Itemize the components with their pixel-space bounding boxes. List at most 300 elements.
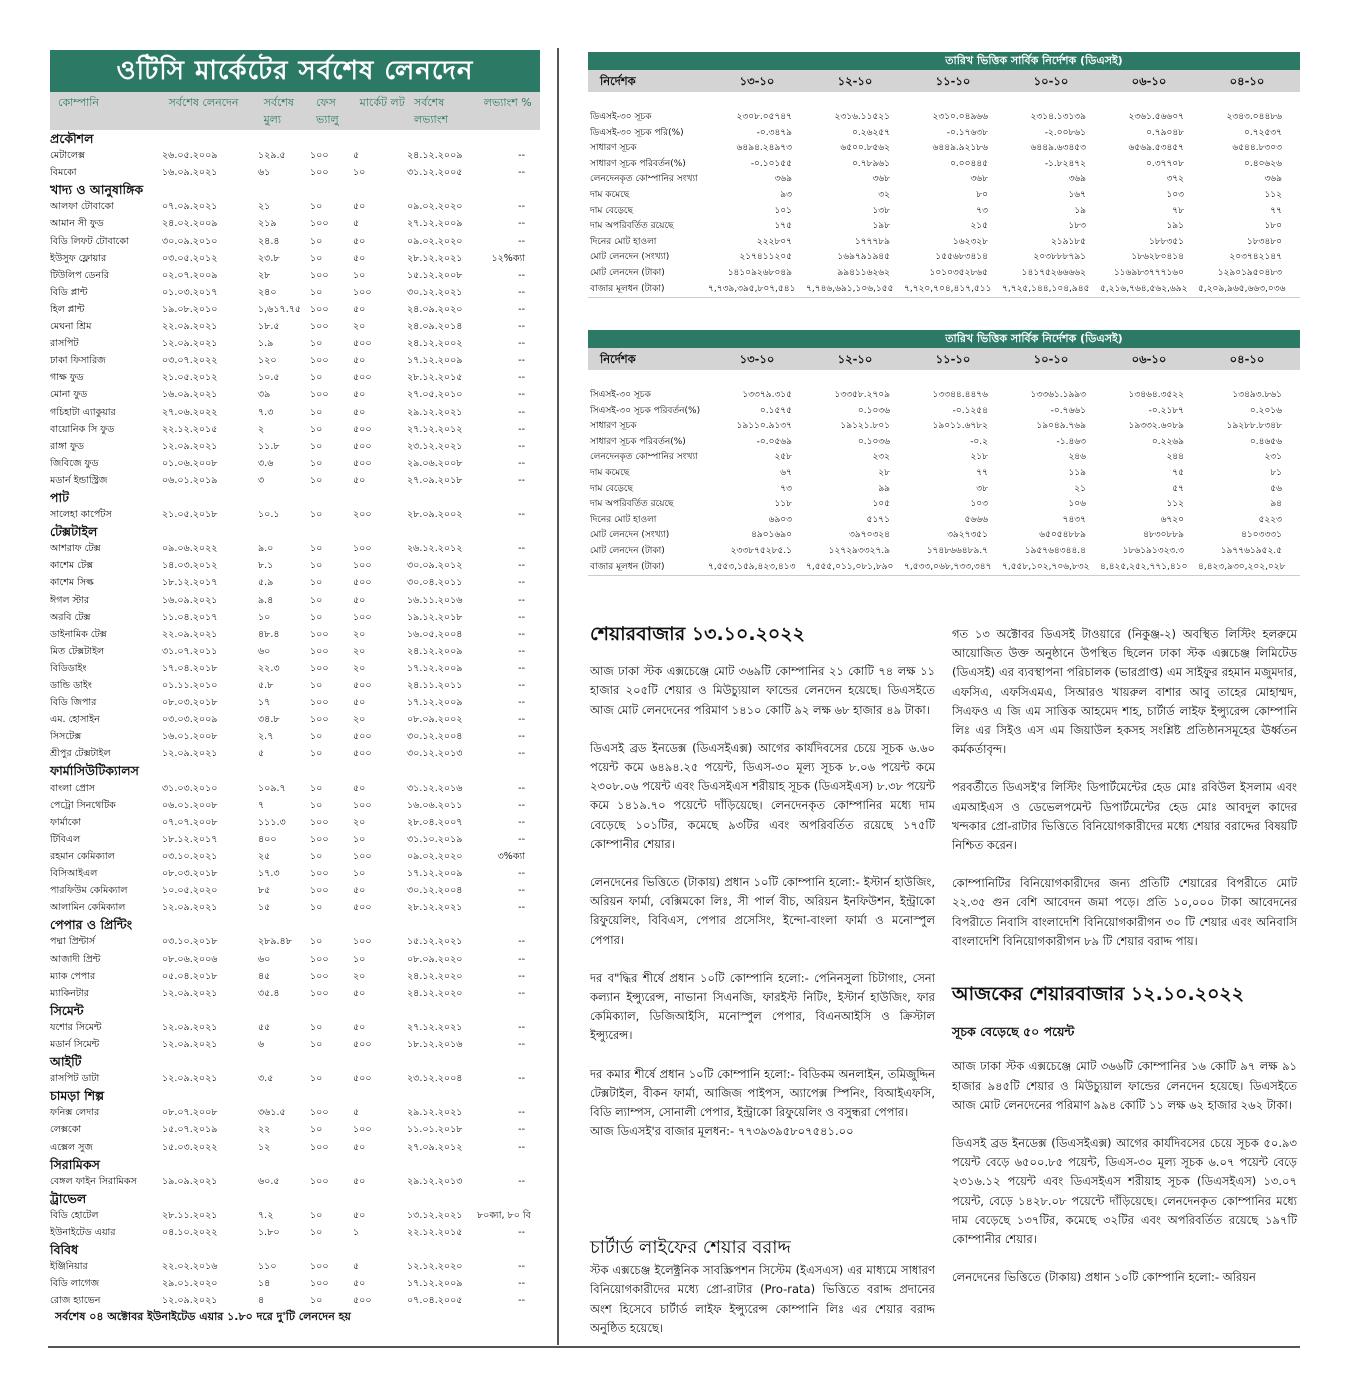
indicator-value: ০.৭৮৯৬১ <box>852 158 890 169</box>
otc-company: টিউলিপ ডেনরি <box>50 269 110 281</box>
otc-market-lot: ৫০ <box>353 235 366 247</box>
otc-last-dividend-date: ৩০.০৪.২০১১ <box>407 577 463 589</box>
otc-dividend-pct: -- <box>518 474 525 486</box>
otc-dividend-pct: -- <box>518 201 525 213</box>
otc-last-price: ৩.৫ <box>258 1073 274 1085</box>
otc-category-heading: আইটি <box>50 1054 82 1070</box>
otc-company: মডার্ন ইন্ডাস্ট্রিজ <box>50 474 108 486</box>
otc-last-price: ৩৬১.৫ <box>258 1107 286 1119</box>
otc-last-dividend-date: ২৪.১২.২০০৯ <box>407 150 463 162</box>
indicator-value: ৫২২৩ <box>1258 514 1282 525</box>
indicator-value: ৩৮ <box>976 483 988 494</box>
indicator-value: ১৩৪৯৩.৮৬১ <box>1232 390 1282 400</box>
indicator-value: ০.৪০৬২৬ <box>1244 158 1282 169</box>
otc-last-dividend-date: ২৭.০৫.২০১০ <box>407 389 463 401</box>
otc-panel <box>50 50 540 1309</box>
article2-paragraph: পরবর্তীতে ডিএসই'র লিস্টিং ডিপার্টমেন্টের হেড মোঃ রবিউল ইসলাম এবং এমআইএস ও ডেভেলপমেন্ট ডিপার্টমেন্টের হেড মোঃ আবদুল কাদের খন্দকার প্রো-রাটার ভিত্তিতে বিনিয়োগকারীদের মধ্যে শেয়ার বরাদ্দের বিষয়টি নিশ্চিত করেন। <box>952 780 1297 853</box>
otc-last-price: ১০ <box>258 611 271 623</box>
indicator-value: ৫৭ <box>1172 483 1184 494</box>
indicator-label: সাধারণ সূচক <box>590 421 637 432</box>
indicator-value: ৩২ <box>878 189 890 200</box>
otc-table-row <box>50 797 540 814</box>
cse-table-row <box>588 513 1300 529</box>
otc-company: মডার্ন সিমেন্ট <box>50 1038 100 1050</box>
indicator-value: ১৯০৪৯.৭৬৯ <box>1036 421 1086 432</box>
otc-last-price: ৯.৪ <box>258 594 274 606</box>
otc-company: বিসিআইএল <box>50 868 98 880</box>
cse-table-row <box>588 404 1300 420</box>
otc-market-lot: ১ <box>353 1227 360 1238</box>
otc-last-price: ২.৭ <box>258 731 274 743</box>
otc-market-lot: ৫ <box>353 1107 360 1119</box>
otc-last-price: ৫ <box>258 748 265 760</box>
indicator-value: ৭,৭২৫,১৪৪,১০৪,৯৪৫ <box>1002 283 1090 294</box>
otc-market-lot: ৫০ <box>353 201 366 213</box>
indicator-label: ডিএসই-৩০ সূচক পরি(%) <box>590 127 684 138</box>
otc-market-lot: ৫০ <box>353 474 366 486</box>
otc-last-trade-date: ০১.০৬.২০০৮ <box>162 457 218 469</box>
otc-face-value: ১০ <box>310 338 323 350</box>
otc-market-lot: ৫০ <box>353 1141 366 1153</box>
otc-company: রহমান কেমিক্যাল <box>50 850 115 862</box>
otc-market-lot: ৫০০ <box>353 731 372 743</box>
otc-company: লেক্সকো <box>50 1124 82 1136</box>
indicator-value: ১৪১০৯২৬৮০৪৯ <box>727 267 792 278</box>
otc-table-row <box>50 506 540 523</box>
otc-face-value: ১০০ <box>310 303 329 315</box>
otc-table-row <box>50 147 540 164</box>
cse-table-row <box>588 419 1300 435</box>
indicator-value: ২৮ <box>878 467 890 478</box>
otc-face-value: ১০০ <box>310 987 329 999</box>
otc-last-price: ৫.৯ <box>258 577 274 589</box>
indicator-value: ০.১০৩৬ <box>857 436 890 447</box>
otc-last-trade-date: ১২.০৯.২০২১ <box>162 748 218 760</box>
otc-face-value: ১০০ <box>310 816 329 828</box>
otc-last-price: ৬০.৫ <box>258 1175 280 1187</box>
indicator-value: -১.৮২৪৭২ <box>1044 158 1086 169</box>
otc-last-trade-date: ১১.০৪.২০১৭ <box>162 611 218 623</box>
otc-last-price: ৩৫.৪ <box>258 987 280 999</box>
indicator-value: ১৮৮৩৫১ <box>1148 236 1184 247</box>
otc-dividend-pct: -- <box>518 406 525 418</box>
otc-company: ম্যাক পেপার <box>50 970 96 982</box>
otc-dividend-pct: ৮০ক্যা, ৮০ বি <box>477 1209 531 1221</box>
otc-dividend-pct: -- <box>518 662 525 674</box>
otc-table-row <box>50 1070 540 1087</box>
article-chartered-life-part1 <box>590 1238 935 1338</box>
otc-last-price: ৬০ <box>258 645 271 657</box>
otc-table-row <box>50 1036 540 1053</box>
otc-face-value: ১০ <box>310 577 323 589</box>
indicator-value: ২১৫ <box>970 221 988 232</box>
otc-last-trade-date: ০১.১১.২০১০ <box>162 680 218 691</box>
otc-last-price: ৪৮.৪ <box>258 628 280 640</box>
indicator-value: ১৩৩৭৯.৩১৫ <box>742 390 792 400</box>
indicator-value: ৫,২১৬,৭৬৪,৫৬২,৬৯২ <box>1100 283 1188 294</box>
otc-company: ইঞ্জিনিয়ার <box>50 1261 88 1273</box>
indicator-value: ১৭৫ <box>774 221 792 232</box>
indicator-value: ৬৫০০.৮৫৬২ <box>840 143 890 154</box>
otc-last-dividend-date: ১৭.১২.২০০৯ <box>407 1278 463 1290</box>
indicator-value: ১০৩ <box>970 499 988 510</box>
indicator-value: ৫,২০৯,৯৬৫,৬৬৩,০৩৬ <box>1198 283 1286 294</box>
indicator-value: ২৩১০.০৪৯৬৬ <box>932 112 988 122</box>
indicator-value: ৭৪৩৭ <box>1062 514 1086 525</box>
otc-table-row <box>50 951 540 968</box>
otc-market-lot: ২০ <box>353 714 366 726</box>
otc-dividend-pct: -- <box>518 338 525 350</box>
otc-table-row <box>50 284 540 301</box>
otc-last-price: ৭.২ <box>258 1209 274 1221</box>
otc-table-row <box>50 745 540 762</box>
otc-dividend-pct: -- <box>518 372 525 384</box>
otc-last-dividend-date: ২৯.১২.২০২১ <box>407 1107 463 1119</box>
otc-last-trade-date: ১৭.০৪.২০১৮ <box>162 662 218 674</box>
otc-company: আমান সী ফুড <box>50 218 104 230</box>
otc-last-dividend-date: ১৮.১২.২০১৬ <box>407 1038 463 1050</box>
dse-header-date: ০৪-১০ <box>1229 74 1265 88</box>
otc-last-dividend-date: ১৫.১২.২০০৮ <box>407 269 463 281</box>
indicator-value: ১৮০ <box>1264 221 1282 232</box>
indicator-value: ৭,৫৫৩,১৫৯,৪২৩,৪১৩ <box>708 561 796 572</box>
otc-face-value: ১০০ <box>310 628 329 640</box>
otc-last-dividend-date: ২৯.০৬.২০০৮ <box>407 457 463 469</box>
otc-face-value: ১০০ <box>310 1261 329 1273</box>
dse-table-row <box>588 188 1300 204</box>
otc-company: যশোর সিমেন্ট <box>50 1021 102 1033</box>
otc-last-dividend-date: ২৯.১২.২০১৩ <box>407 1175 463 1187</box>
otc-last-dividend-date: ২৭.১২.২০১২ <box>407 423 463 435</box>
otc-header-last-dividend: সর্বশেষ লভ্যাংশ <box>413 96 448 126</box>
otc-market-lot: ৫০ <box>353 1021 366 1033</box>
cse-table-row <box>588 466 1300 482</box>
otc-last-dividend-date: ১১.০১.২০১৮ <box>407 1124 463 1136</box>
otc-market-lot: ২০ <box>353 645 366 657</box>
otc-market-lot: ৫০০ <box>353 423 372 435</box>
otc-table-row <box>50 728 540 745</box>
otc-dividend-pct: -- <box>518 1021 525 1033</box>
indicator-value: ১১৬৯৮৩৭৭৭১৬০ <box>1113 267 1184 278</box>
indicator-value: ১৯৫৭৬৪৩৪৪.৪ <box>1024 545 1086 556</box>
otc-market-lot: ১০০ <box>353 1124 372 1136</box>
otc-market-lot: ৫০০ <box>353 1295 372 1307</box>
dse-table-row <box>588 204 1300 220</box>
otc-last-price: ১.৯ <box>258 338 274 350</box>
otc-last-dividend-date: ৩০.১২.২০০৪ <box>407 885 463 897</box>
otc-table-row <box>50 1224 540 1241</box>
otc-last-trade-date: ১৬.০৯.২০২১ <box>162 389 218 401</box>
indicator-value: ৭৩ <box>976 205 988 216</box>
otc-dividend-pct: -- <box>518 645 525 657</box>
otc-last-price: ১৭.৩ <box>258 868 280 880</box>
otc-dividend-pct: -- <box>518 150 525 162</box>
otc-last-trade-date: ১৮.১২.২০১৭ <box>162 833 218 845</box>
otc-dividend-pct: -- <box>518 218 525 230</box>
indicator-value: ২৩২ <box>872 452 890 463</box>
otc-face-value: ১০ <box>310 1295 323 1307</box>
otc-company: রোজ হ্যাভেন <box>50 1295 101 1307</box>
otc-face-value: ১০ <box>310 509 323 521</box>
indicator-value: ৩৯২৭৩৫১ <box>947 530 988 541</box>
otc-last-dividend-date: ২৪.০৯.২০১৪ <box>407 321 463 333</box>
otc-last-dividend-date: ০৮.০৯.২০২০ <box>407 953 463 965</box>
otc-face-value: ১০ <box>310 799 323 811</box>
indicator-value: ৭৩ <box>780 483 792 494</box>
otc-last-dividend-date: ২৪.১২.২০২০ <box>407 970 463 982</box>
cse-index-table <box>588 330 1300 576</box>
indicator-value: ১৮৩ <box>1068 221 1086 232</box>
indicator-value: ৭৫ <box>1172 467 1184 478</box>
otc-table-row <box>50 968 540 985</box>
otc-last-trade-date: ১২.০৯.২০২১ <box>162 338 218 350</box>
otc-category-heading: ট্রাভেল <box>50 1190 87 1206</box>
otc-table-row <box>50 404 540 421</box>
otc-market-lot: ২০ <box>353 970 366 982</box>
otc-last-dividend-date: ২২.১২.২০১৫ <box>407 1227 463 1238</box>
otc-company: ইউসুফ ফ্লোয়ার <box>50 252 107 264</box>
otc-last-trade-date: ০৩.০৭.২০২২ <box>162 355 218 367</box>
article1-paragraph: আজ ঢাকা স্টক এক্সচেঞ্জে মোট ৩৬৯টি কোম্পানির ২১ কোটি ৭৪ লক্ষ ১১ হাজার ২০৫টি শেয়ার ও মিউচ্যুয়াল ফান্ডের লেনদেন হয়েছে। ডিএসইতে আজ মোট লেনদেনের পরিমাণ ১৪১০ কোটি ৯২ লক্ষ ৬৮ হাজার ৪৯ টাকা। <box>590 664 935 717</box>
otc-company: সিসটেক্স <box>50 731 82 743</box>
otc-dividend-pct: -- <box>518 235 525 247</box>
otc-table-row <box>50 831 540 848</box>
otc-face-value: ১০ <box>310 850 323 862</box>
indicator-value: ৭,৭৪৬,৬৯১,১০৬,১৫৫ <box>806 283 894 294</box>
otc-header-last-trade: সর্বশেষ লেনদেন <box>168 96 239 109</box>
otc-last-dividend-date: ০৯.০২.২০২০ <box>407 235 463 247</box>
cse-table-header <box>588 348 1300 370</box>
dse-table-header <box>588 70 1300 92</box>
otc-last-price: ১৪ <box>258 1278 271 1290</box>
otc-table-body <box>50 130 540 1309</box>
otc-last-trade-date: ২৮.১১.২০২১ <box>162 1209 218 1221</box>
otc-last-dividend-date: ৩০.১২.২০১৩ <box>407 748 463 760</box>
article3-paragraph: ডিএসই ব্রড ইনডেক্স (ডিএসইএক্স) আগের কার্যদিবসের চেয়ে সূচক ৫০.৯৩ পয়েন্ট বেড়ে ৬৫০০.৮৫ পয়েন্ট, ডিএস-৩০ মূল্য সূচক ৬.০৭ পয়েন্ট বেড়ে ২৩১৬.১২ পয়েন্ট এবং ডিএসইএস শরীয়াহ সূচক (ডিএসইএস) ১৩.০৭ পয়েন্ট, বেড়ে ১৪২৮.০৮ পয়েন্টে দাঁড়িয়েছে। লেনদেনকৃত কোম্পানির মধ্যে দাম বেড়েছে ১৩৭টির, কমেছে ৩২টির এবং অপরিবর্তিত রয়েছে ১৯৭টি কোম্পানীর শেয়ার। <box>952 1136 1297 1247</box>
indicator-value: ১৮৬১৯১৩২৩.৩ <box>1122 545 1184 556</box>
otc-dividend-pct: -- <box>518 936 525 948</box>
otc-dividend-pct: -- <box>518 1073 525 1085</box>
indicator-value: ১৭৭৭৮৯ <box>854 236 890 247</box>
otc-last-trade-date: ০৩.১০.২০২১ <box>162 850 218 862</box>
indicator-value: -১.৪৬৩ <box>1056 436 1086 447</box>
otc-last-price: ১২৯.৫ <box>258 150 286 162</box>
otc-market-lot: ২০ <box>353 662 366 674</box>
cse-table-body <box>588 388 1300 576</box>
otc-market-lot: ৫০ <box>353 252 366 264</box>
cse-table-row <box>588 482 1300 498</box>
otc-dividend-pct: -- <box>518 1038 525 1050</box>
cse-table-row <box>588 528 1300 544</box>
indicator-value: ১২৯০১৯৫০৪৮৩ <box>1217 267 1282 278</box>
indicator-value: ৬৭ <box>780 467 792 478</box>
cse-header-date: ১৩-১০ <box>739 352 775 366</box>
article1-title: শেয়ারবাজার ১৩.১০.২০২২ <box>590 623 805 645</box>
indicator-label: মোট লেনদেন (সংখ্যা) <box>590 530 670 541</box>
otc-category-heading: বিবিধ <box>50 1242 79 1258</box>
indicator-value: -০.২ <box>970 436 988 447</box>
otc-last-dividend-date: ২৮.০৯.২০০২ <box>407 509 463 521</box>
otc-last-trade-date: ০৮.০৬.২০০৬ <box>162 953 218 965</box>
otc-dividend-pct: -- <box>518 1227 525 1238</box>
otc-market-lot: ২০০ <box>353 509 372 521</box>
otc-face-value: ১০০ <box>310 1175 329 1187</box>
otc-face-value: ১০০ <box>310 645 329 657</box>
otc-last-price: ২২ <box>258 1124 271 1136</box>
otc-last-price: ২৪.৪ <box>258 235 280 247</box>
otc-table-row <box>50 1019 540 1036</box>
indicator-label: বাজার মূলধন (টাকা) <box>590 283 665 294</box>
otc-face-value: ১০ <box>310 782 323 794</box>
indicator-value: ১০১ <box>774 205 792 216</box>
indicator-value: -০.১৭৬৩৮ <box>946 127 988 138</box>
otc-dividend-pct: -- <box>518 970 525 982</box>
otc-company: আলফা টোবাকো <box>50 201 114 213</box>
otc-face-value: ১০০ <box>310 714 329 726</box>
otc-company: মেঘনা শ্রিম <box>50 321 92 333</box>
indicator-value: ১৯০১১.৬৭৮২ <box>932 421 988 432</box>
otc-dividend-pct: -- <box>518 628 525 640</box>
otc-last-price: ১০.৫ <box>258 372 280 384</box>
indicator-value: ২৩৪৩.০৪৪৮৬ <box>1226 112 1282 122</box>
dse-header-date: ১২-১০ <box>837 74 873 88</box>
article3-title: আজকের শেয়ারবাজার ১২.১০.২০২২ <box>952 983 1245 1005</box>
indicator-value: ৩৯৭০৩২৪ <box>849 530 890 541</box>
cse-header-date: ০৪-১০ <box>1229 352 1265 366</box>
otc-market-lot: ১০০ <box>353 799 372 811</box>
indicator-value: ৫১৭১ <box>866 514 890 525</box>
otc-table-row <box>50 301 540 318</box>
otc-face-value: ১০০ <box>310 218 329 230</box>
indicator-value: ৯৯৪১১৬২৬২ <box>837 267 890 278</box>
otc-table-row <box>50 386 540 403</box>
otc-table-row <box>50 198 540 215</box>
indicator-label: দাম অপরিবর্তিত রয়েছে <box>590 221 674 232</box>
otc-table-row <box>50 985 540 1002</box>
otc-table-row <box>50 711 540 728</box>
otc-company: ঈগল স্টার <box>50 594 90 606</box>
otc-last-trade-date: ০৬.০১.২০১৯ <box>162 474 218 486</box>
otc-market-lot: ২০ <box>353 816 366 828</box>
otc-company: বিডি জিপার <box>50 697 97 709</box>
indicator-value: ২৩১৪.১৩১৩৯ <box>1030 112 1086 122</box>
otc-last-trade-date: ১২.০৯.২০২১ <box>162 440 218 452</box>
otc-market-lot: ৫ <box>353 150 360 162</box>
indicator-value: ৩৬৯ <box>1264 174 1282 185</box>
otc-face-value: ১০০ <box>310 1278 329 1290</box>
otc-face-value: ১০ <box>310 474 323 486</box>
otc-dividend-pct: -- <box>518 560 525 572</box>
otc-table-row <box>50 233 540 250</box>
cse-header-date: ১০-১০ <box>1033 352 1069 366</box>
otc-last-trade-date: ১২.০৯.২০২১ <box>162 1038 218 1050</box>
otc-last-trade-date: ১২.০৯.২০২১ <box>162 1295 218 1307</box>
otc-market-lot: ১০ <box>353 167 366 179</box>
indicator-value: ৪,৪২৩,৯৩০,২০২,০২৮ <box>1198 561 1286 572</box>
otc-table-row <box>50 626 540 643</box>
otc-category-heading: প্রকৌশল <box>50 131 94 146</box>
indicator-value: ১৪১৭৫২৬৬৬৬২ <box>1021 267 1086 278</box>
otc-dividend-pct: -- <box>518 697 525 709</box>
otc-market-lot: ৫০ <box>353 1278 366 1290</box>
otc-market-lot: ৫০ <box>353 355 366 367</box>
indicator-label: দাম বেড়েছে <box>590 205 633 216</box>
article2-title: চার্টার্ড লাইফের শেয়ার বরাদ্দ <box>590 1237 791 1258</box>
otc-table-row <box>50 848 540 865</box>
otc-table-row <box>50 899 540 916</box>
otc-table-row <box>50 1139 540 1156</box>
otc-market-lot: ২০ <box>353 628 366 640</box>
article3-subtitle: সূচক বেড়েছে ৫০ পয়েন্ট <box>952 1024 1075 1040</box>
otc-last-dividend-date: ১৭.১২.২০০৯ <box>407 868 463 880</box>
otc-face-value: ১০০ <box>310 662 329 674</box>
otc-category-heading: টেক্সটাইল <box>50 524 98 540</box>
otc-market-lot: ১০০ <box>353 286 372 298</box>
otc-market-lot: ৫০০ <box>353 680 372 691</box>
cse-header-date: ১২-১০ <box>837 352 873 366</box>
indicator-value: ৭,৫৫৮,১০২,৭০৬,৮৩২ <box>1002 561 1090 572</box>
otc-face-value: ১০ <box>310 543 323 555</box>
indicator-value: ২৪৬ <box>1068 452 1086 463</box>
otc-table-row <box>50 1292 540 1309</box>
indicator-label: দাম কমেছে <box>590 189 630 200</box>
otc-last-dividend-date: ১৬.০৫.২০০৪ <box>407 628 463 640</box>
otc-last-dividend-date: ২৩.১২.২০২১ <box>407 440 463 452</box>
otc-last-dividend-date: ১৩.১২.২০২১ <box>407 1209 463 1221</box>
otc-last-price: ২১৯ <box>258 218 277 230</box>
otc-table-row <box>50 318 540 335</box>
otc-last-dividend-date: ১৯.১২.২০১৮ <box>407 611 463 623</box>
otc-last-trade-date: ২২.০৯.২০২১ <box>162 628 218 640</box>
otc-company: রাঙ্গা ফুড <box>50 440 84 452</box>
indicator-value: ৬৭২০ <box>1160 514 1184 525</box>
indicator-value: ১৯৮ <box>872 221 890 232</box>
otc-company: কাশেম সিল্ক <box>50 577 94 589</box>
indicator-label: দাম বেড়েছে <box>590 483 633 494</box>
otc-last-trade-date: ২১.০৫.২০১৮ <box>162 509 218 521</box>
dse-table-row <box>588 282 1300 299</box>
otc-dividend-pct: -- <box>518 167 525 179</box>
otc-company: বিডি হোটেল <box>50 1209 99 1221</box>
article-chartered-life-part2 <box>952 625 1297 970</box>
otc-face-value: ১০০ <box>310 355 329 367</box>
otc-last-trade-date: ০১.০৩.২০১৭ <box>162 286 218 298</box>
otc-face-value: ১০ <box>310 611 323 623</box>
otc-last-price: ৭.৩ <box>258 406 274 418</box>
otc-last-trade-date: ১২.০৯.২০২১ <box>162 902 218 914</box>
otc-last-dividend-date: ১৭.১২.২০০৯ <box>407 697 463 709</box>
article1-paragraph: লেনদেনের ভিত্তিতে (টাকায়) প্রধান ১০টি কোম্পানি হলো:- ইস্টার্ন হাউজিং, অরিয়ন ফার্মা, বেক্সিমকো লিঃ, সী পার্ল বীচ, অরিয়ন ইনফিউশন, ইন্ট্রাকো রিফুয়েলিং, বিবিএস, পেপার প্রসেসিং, ইন্দো-বাংলা ফার্মা ও মনোস্পুল পেপার। <box>590 875 935 947</box>
indicator-value: ২৩৬১.৫৬৬০৭ <box>1128 112 1184 122</box>
indicator-value: ৩৬৯ <box>1068 174 1086 185</box>
otc-market-lot: ১০০ <box>353 850 372 862</box>
otc-company: বিডি লাগেজ <box>50 1278 100 1290</box>
indicator-value: ৫৬ <box>1270 483 1282 494</box>
indicator-value: ১৯৩৩২.৬০৮৯ <box>1128 421 1184 432</box>
otc-last-dividend-date: ১২.১২.২০২০ <box>407 1261 463 1273</box>
dse-table-title: তারিখ ভিত্তিক সার্বিক নির্দেশক (ডিএসই) <box>588 52 1300 70</box>
otc-dividend-pct: -- <box>518 833 525 845</box>
otc-dividend-pct: -- <box>518 902 525 914</box>
cse-header-date: ০৬-১০ <box>1131 352 1167 366</box>
otc-table-row <box>50 352 540 369</box>
otc-market-lot: ১০০ <box>353 560 372 572</box>
otc-last-dividend-date: ২৭.১২.২০০৯ <box>407 218 463 230</box>
otc-market-lot: ১০০ <box>353 543 372 555</box>
otc-company: আজাদী প্রিন্ট <box>50 953 101 965</box>
otc-dividend-pct: -- <box>518 389 525 401</box>
indicator-value: -০.১২৫৪ <box>952 405 988 416</box>
